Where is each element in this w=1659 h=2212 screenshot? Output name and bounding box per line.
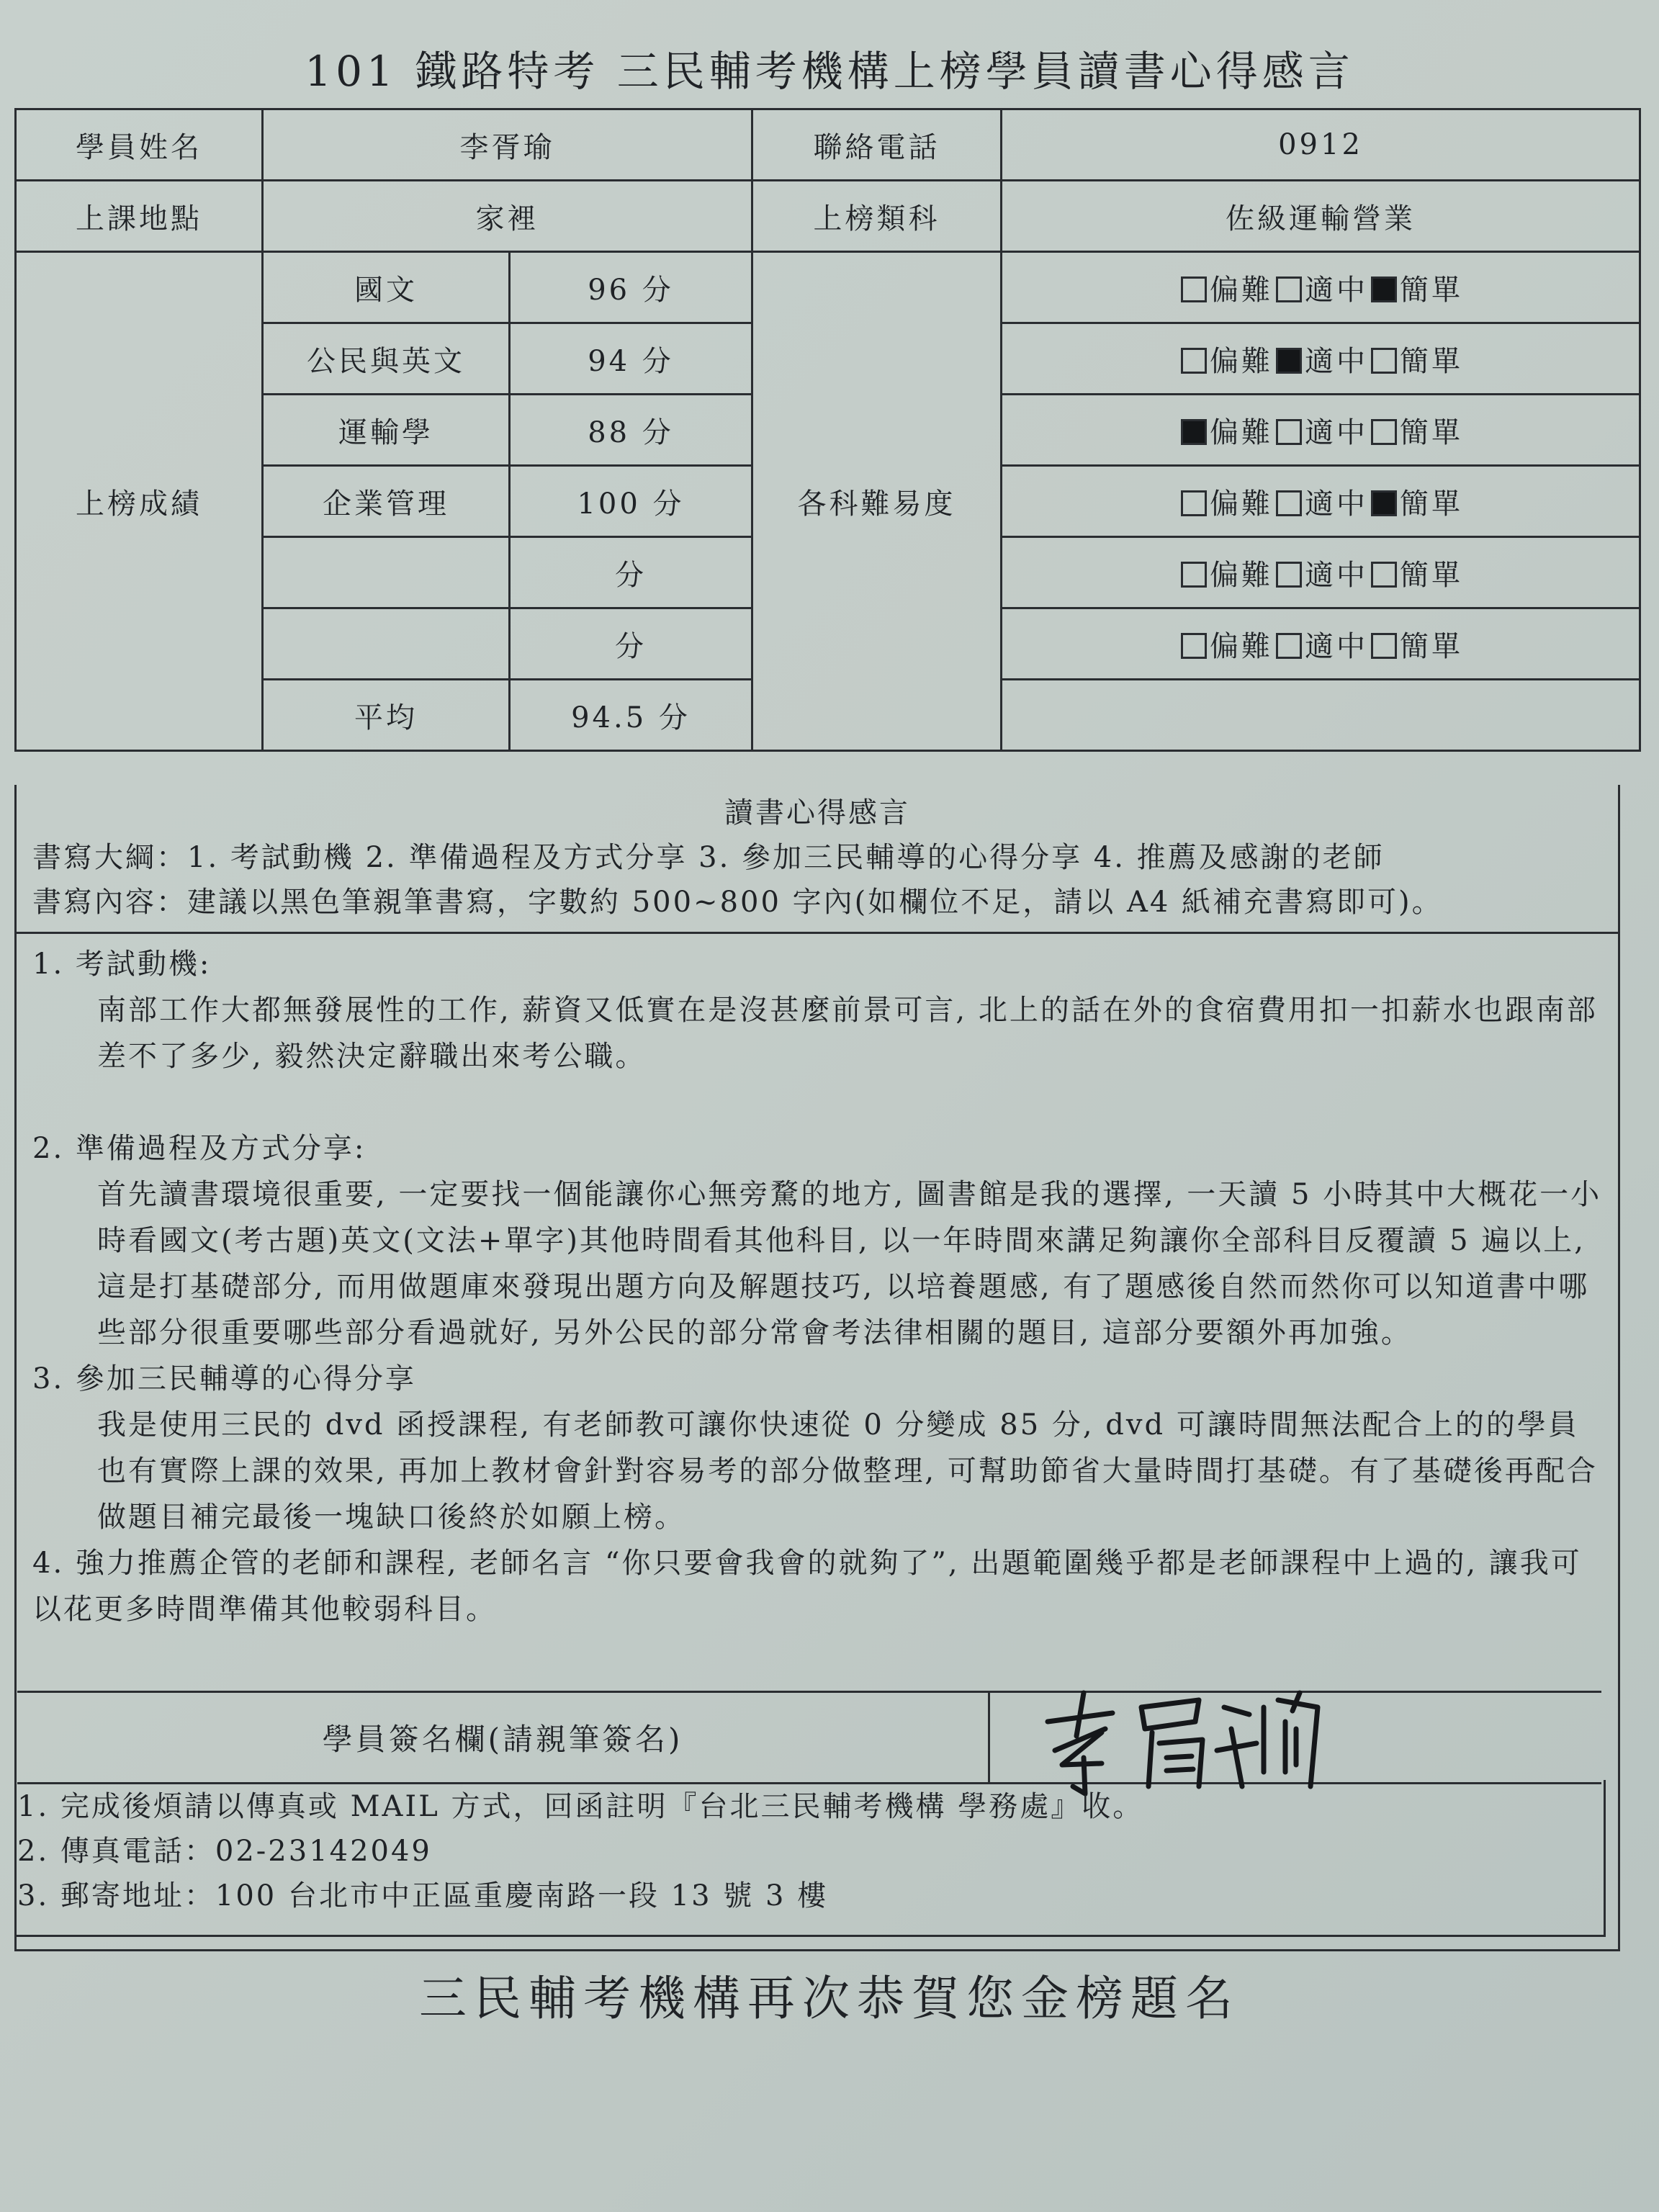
section-2-text: 首先讀書環境很重要, 一定要找一個能讓你心無旁騖的地方, 圖書館是我的選擇, 一天讀 5 小時其中大概花一小時看國文(考古題)英文(文法+單字)其他時間看其他科目, 以一年時間來講足夠讓你全部科目反覆讀 5 遍以上, 這是打基礎部分, 而用做題庫來發現出題方向及解題技巧, 以培養題感, 有了題感後自然而然你可以知道書中哪些部分很重要哪些部分看過就好, 另外公民的部分常會考法律相關的題目, 這部分要額外再加強。	[97, 1178, 1602, 1349]
form-title: 101 鐵路特考 三民輔考機構上榜學員讀書心得感言	[305, 47, 1354, 96]
section-2-title: 2. 準備過程及方式分享:	[32, 1132, 367, 1165]
subject-score: 100 分	[510, 466, 752, 537]
difficulty-option-label: 簡單	[1400, 273, 1463, 307]
difficulty-options	[1002, 252, 1640, 323]
difficulty-option-label: 偏難	[1210, 415, 1273, 449]
difficulty-option-label: 簡單	[1400, 415, 1463, 449]
difficulty-checkbox-medium[interactable]	[1276, 633, 1302, 659]
section-1-text: 南部工作大都無發展性的工作, 薪資又低實在是沒甚麼前景可言, 北上的話在外的食宿費用扣一扣薪水也跟南部差不了多少, 毅然決定辭職出來考公職。	[97, 994, 1598, 1073]
difficulty-option-label: 適中	[1305, 558, 1368, 592]
note-item: 1. 完成後煩請以傳真或 MAIL 方式，回函註明『台北三民輔考機構 學務處』收。	[17, 1790, 1144, 1823]
congrats-footer: 三民輔考機構再次恭賀您金榜題名	[419, 1971, 1240, 2026]
difficulty-option-label: 適中	[1305, 344, 1368, 378]
subject-score: 88 分	[510, 395, 752, 466]
row-location-category	[16, 181, 1640, 252]
difficulty-label: 各科難易度	[752, 252, 1002, 751]
name-label: 學員姓名	[16, 109, 263, 181]
difficulty-checkbox-medium[interactable]	[1276, 276, 1302, 302]
difficulty-checkbox-easy[interactable]	[1371, 348, 1397, 374]
difficulty-empty	[1002, 680, 1640, 751]
essay-header	[17, 785, 1618, 934]
difficulty-checkbox-hard[interactable]	[1181, 276, 1207, 302]
location-value: 家裡	[263, 181, 752, 252]
note-item: 2. 傳真電話：02-23142049	[17, 1835, 432, 1868]
difficulty-checkbox-hard[interactable]	[1181, 348, 1207, 374]
row-name-phone	[16, 109, 1640, 181]
difficulty-option-label: 偏難	[1210, 558, 1273, 592]
average-value: 94.5 分	[510, 680, 752, 751]
signature-label: 學員簽名欄(請親筆簽名)	[17, 1693, 990, 1782]
difficulty-option-label: 偏難	[1210, 344, 1273, 378]
phone-value: 0912	[1002, 109, 1640, 181]
category-value: 佐級運輸營業	[1002, 181, 1640, 252]
location-label: 上課地點	[16, 181, 263, 252]
subject-score: 分	[510, 537, 752, 608]
difficulty-option-label: 偏難	[1210, 273, 1273, 307]
essay-body	[17, 934, 1618, 1640]
section-3-text: 我是使用三民的 dvd 函授課程, 有老師教可讓你快速從 0 分變成 85 分, dvd 可讓時間無法配合上的的學員也有實際上課的效果, 再加上教材會針對容易考的部分做整理, 可幫助節省大量時間打基礎。有了基礎後再配合做題目補完最後一塊缺口後終於如願上榜。	[97, 1408, 1598, 1534]
notes-list	[17, 1784, 1601, 1918]
subject-name: 公民與英文	[263, 323, 510, 395]
difficulty-options	[1002, 323, 1640, 395]
difficulty-checkbox-easy[interactable]	[1371, 276, 1397, 302]
essay-outline: 書寫大綱：1. 考試動機 2. 準備過程及方式分享 3. 參加三民輔導的心得分享 4. 推薦及感謝的老師	[32, 841, 1385, 874]
score-row	[16, 252, 1640, 323]
scores-label: 上榜成績	[16, 252, 263, 751]
student-info-table	[14, 108, 1641, 752]
subject-score: 分	[510, 608, 752, 680]
name-value: 李胥瑜	[263, 109, 752, 181]
difficulty-checkbox-hard[interactable]	[1181, 633, 1207, 659]
subject-name: 企業管理	[263, 466, 510, 537]
difficulty-checkbox-easy[interactable]	[1371, 562, 1397, 588]
difficulty-checkbox-hard[interactable]	[1181, 490, 1207, 516]
subject-name: 運輸學	[263, 395, 510, 466]
difficulty-option-label: 適中	[1305, 415, 1368, 449]
difficulty-options	[1002, 466, 1640, 537]
difficulty-option-label: 簡單	[1400, 629, 1463, 663]
average-label: 平均	[263, 680, 510, 751]
phone-label: 聯絡電話	[752, 109, 1002, 181]
signature-field[interactable]	[990, 1693, 1601, 1782]
difficulty-checkbox-easy[interactable]	[1371, 633, 1397, 659]
subject-score: 94 分	[510, 323, 752, 395]
section-3-title: 3. 參加三民輔導的心得分享	[32, 1362, 416, 1395]
signature-row	[17, 1691, 1601, 1784]
essay-heading: 讀書心得感言	[724, 796, 910, 830]
category-label: 上榜類科	[752, 181, 1002, 252]
difficulty-options	[1002, 537, 1640, 608]
difficulty-checkbox-medium[interactable]	[1276, 562, 1302, 588]
section-4-title: 4. 強力推薦企管的老師和課程, 老師名言 “你只要會我會的就夠了”, 出題範圍幾乎都是老師課程中上過的, 讓我可以花更多時間準備其他較弱科目。	[32, 1547, 1582, 1626]
difficulty-options	[1002, 608, 1640, 680]
difficulty-checkbox-medium[interactable]	[1276, 490, 1302, 516]
difficulty-option-label: 簡單	[1400, 558, 1463, 592]
difficulty-option-label: 適中	[1305, 273, 1368, 307]
difficulty-option-label: 簡單	[1400, 487, 1463, 521]
difficulty-checkbox-medium[interactable]	[1276, 348, 1302, 374]
difficulty-checkbox-easy[interactable]	[1371, 419, 1397, 445]
difficulty-checkbox-medium[interactable]	[1276, 419, 1302, 445]
subject-name	[263, 537, 510, 608]
subject-score: 96 分	[510, 252, 752, 323]
difficulty-checkbox-hard[interactable]	[1181, 562, 1207, 588]
section-1-title: 1. 考試動機:	[32, 948, 212, 981]
difficulty-option-label: 偏難	[1210, 487, 1273, 521]
difficulty-option-label: 簡單	[1400, 344, 1463, 378]
difficulty-option-label: 適中	[1305, 487, 1368, 521]
subject-name: 國文	[263, 252, 510, 323]
difficulty-option-label: 偏難	[1210, 629, 1273, 663]
essay-instructions: 書寫內容：建議以黑色筆親筆書寫，字數約 500~800 字內(如欄位不足，請以 A4 紙補充書寫即可)。	[32, 886, 1443, 919]
difficulty-checkbox-hard[interactable]	[1181, 419, 1207, 445]
difficulty-options	[1002, 395, 1640, 466]
difficulty-checkbox-easy[interactable]	[1371, 490, 1397, 516]
subject-name	[263, 608, 510, 680]
difficulty-option-label: 適中	[1305, 629, 1368, 663]
note-item: 3. 郵寄地址：100 台北市中正區重慶南路一段 13 號 3 樓	[17, 1879, 829, 1912]
